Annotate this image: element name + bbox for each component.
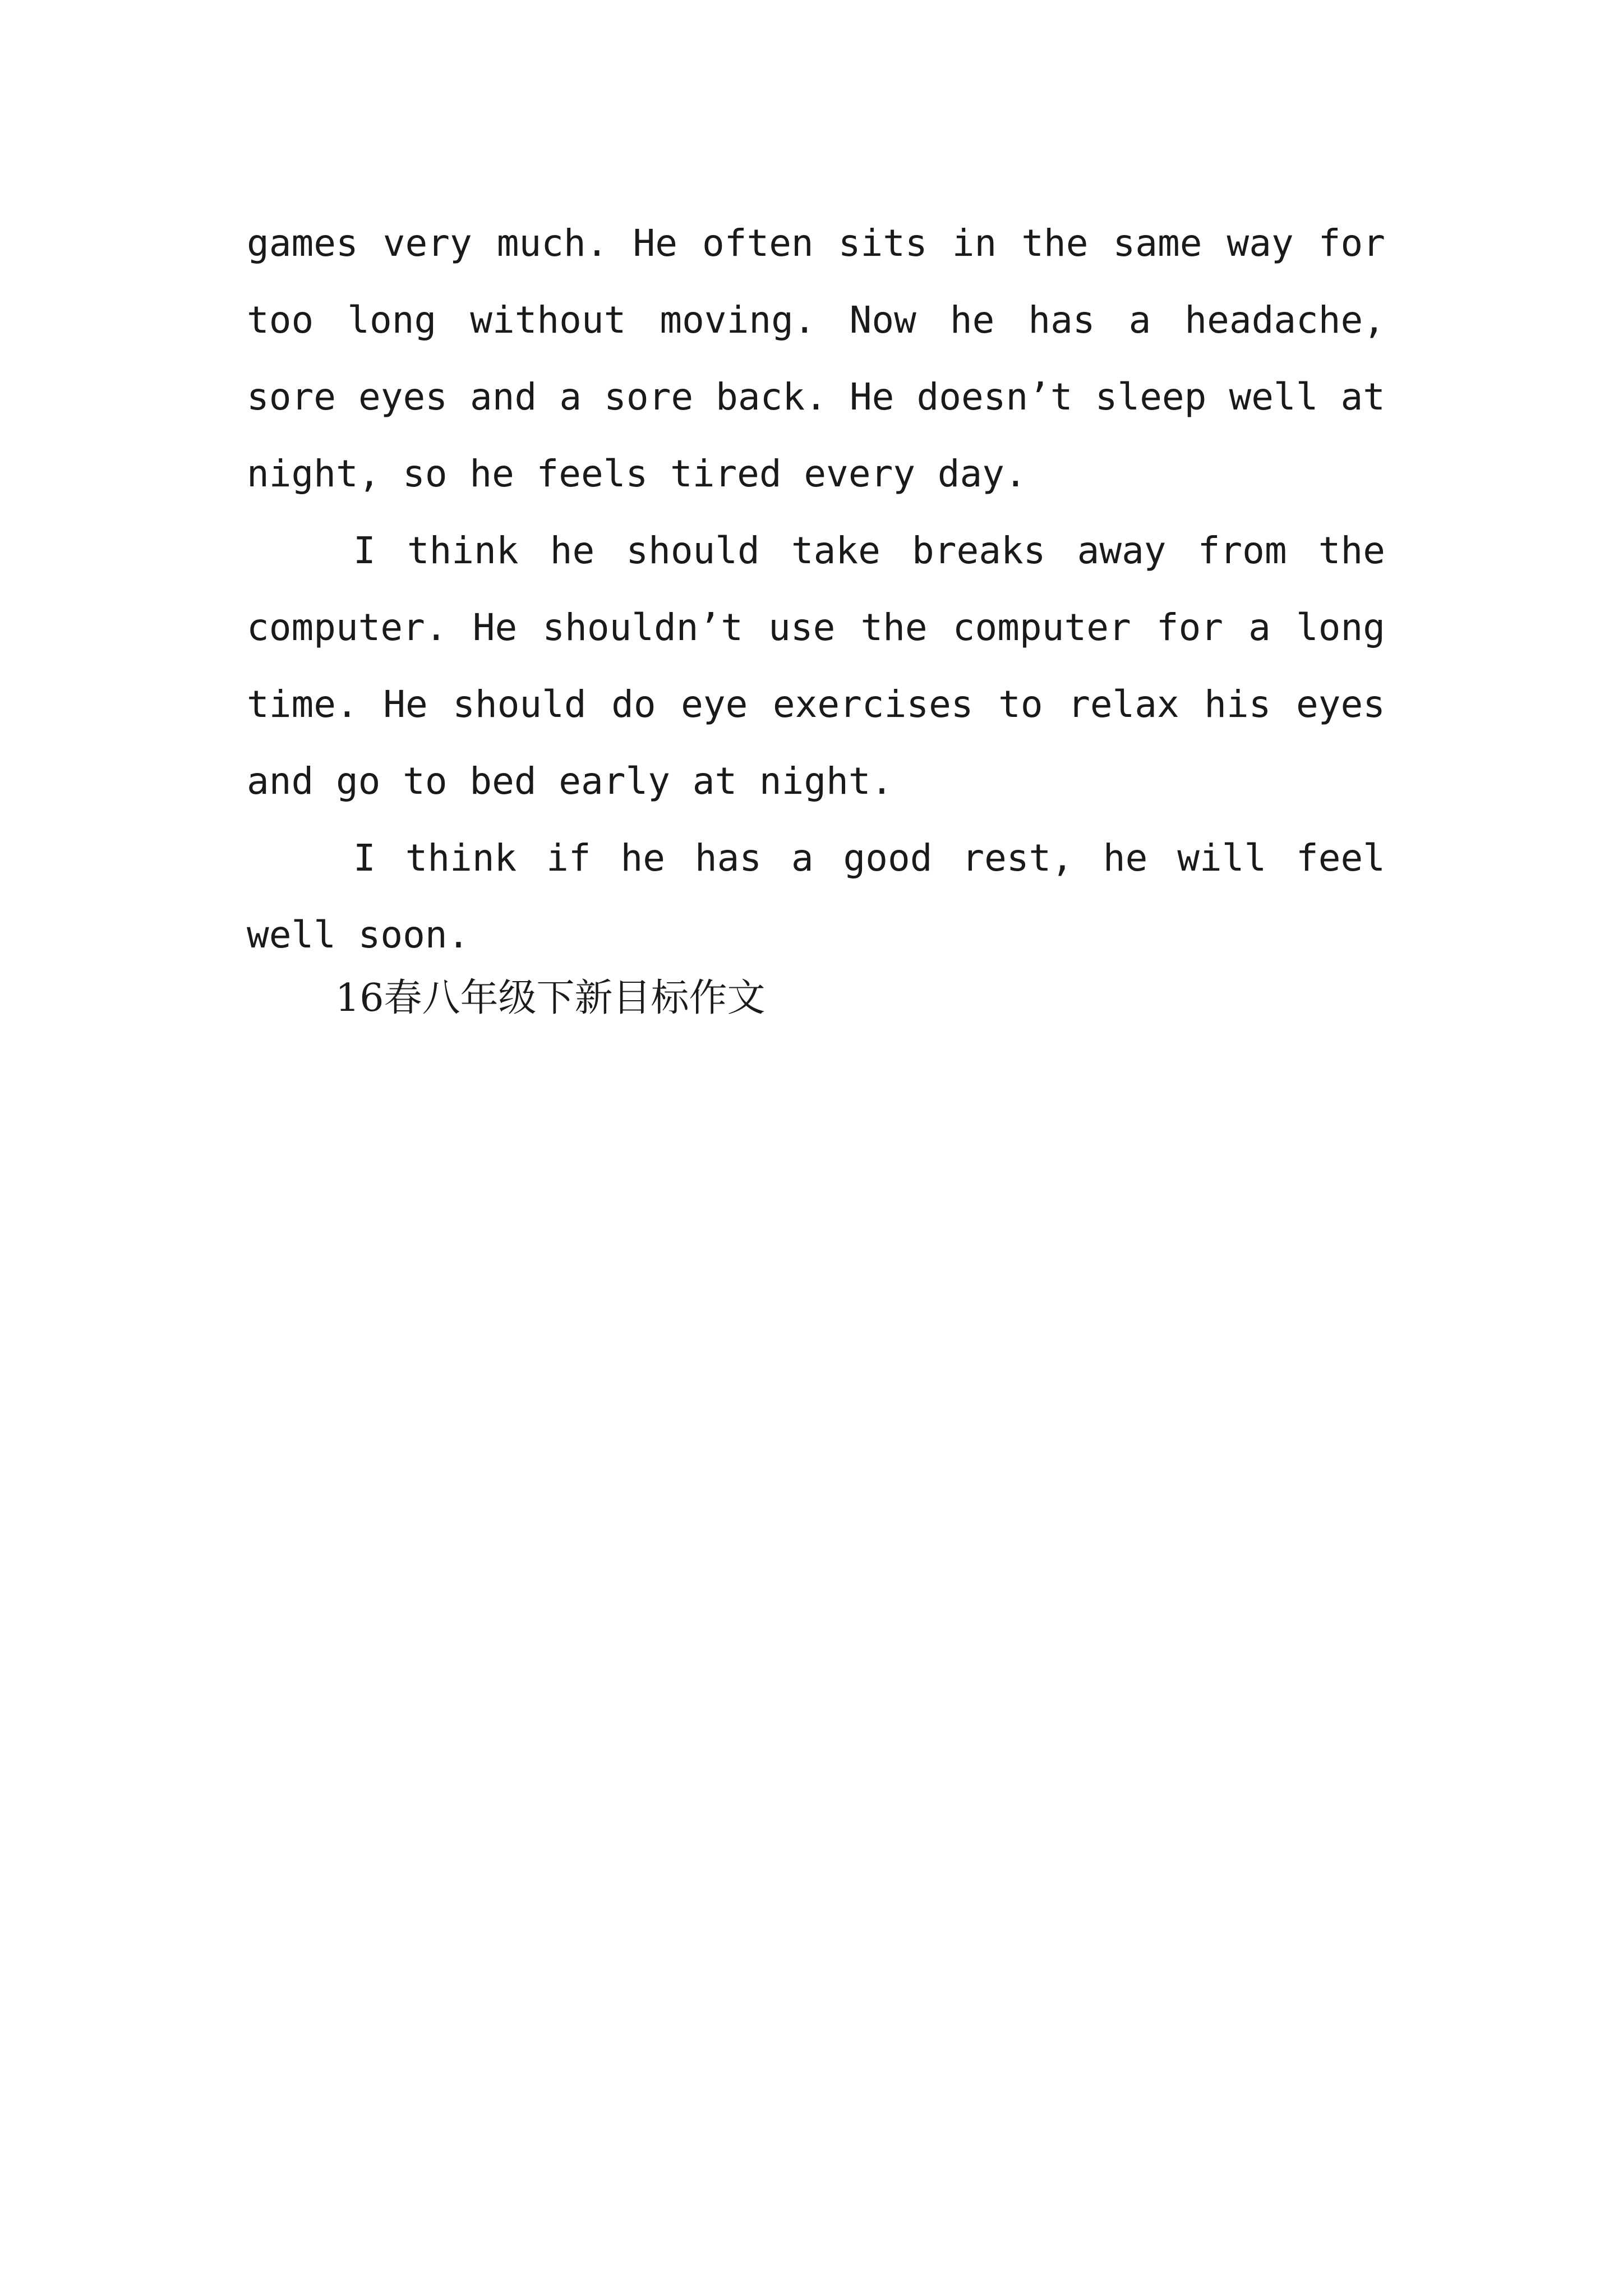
paragraph-2: I think he should take breaks away from the computer. He shouldn’t use the computer for a long time. He should do eye exercises to relax his eyes and go to bed early at night. [247, 529, 1385, 803]
document-caption: 16春八年级下新目标作文 [335, 976, 766, 1020]
essay-body [247, 205, 1385, 973]
paragraph-1: games very much. He often sits in the same way for too long without moving. Now he has a headache, sore eyes and a sore back. He doesn’t sleep well at night, so he feels tired every day. [247, 222, 1385, 495]
paragraph-3: I think if he has a good rest, he will feel well soon. [247, 836, 1385, 956]
